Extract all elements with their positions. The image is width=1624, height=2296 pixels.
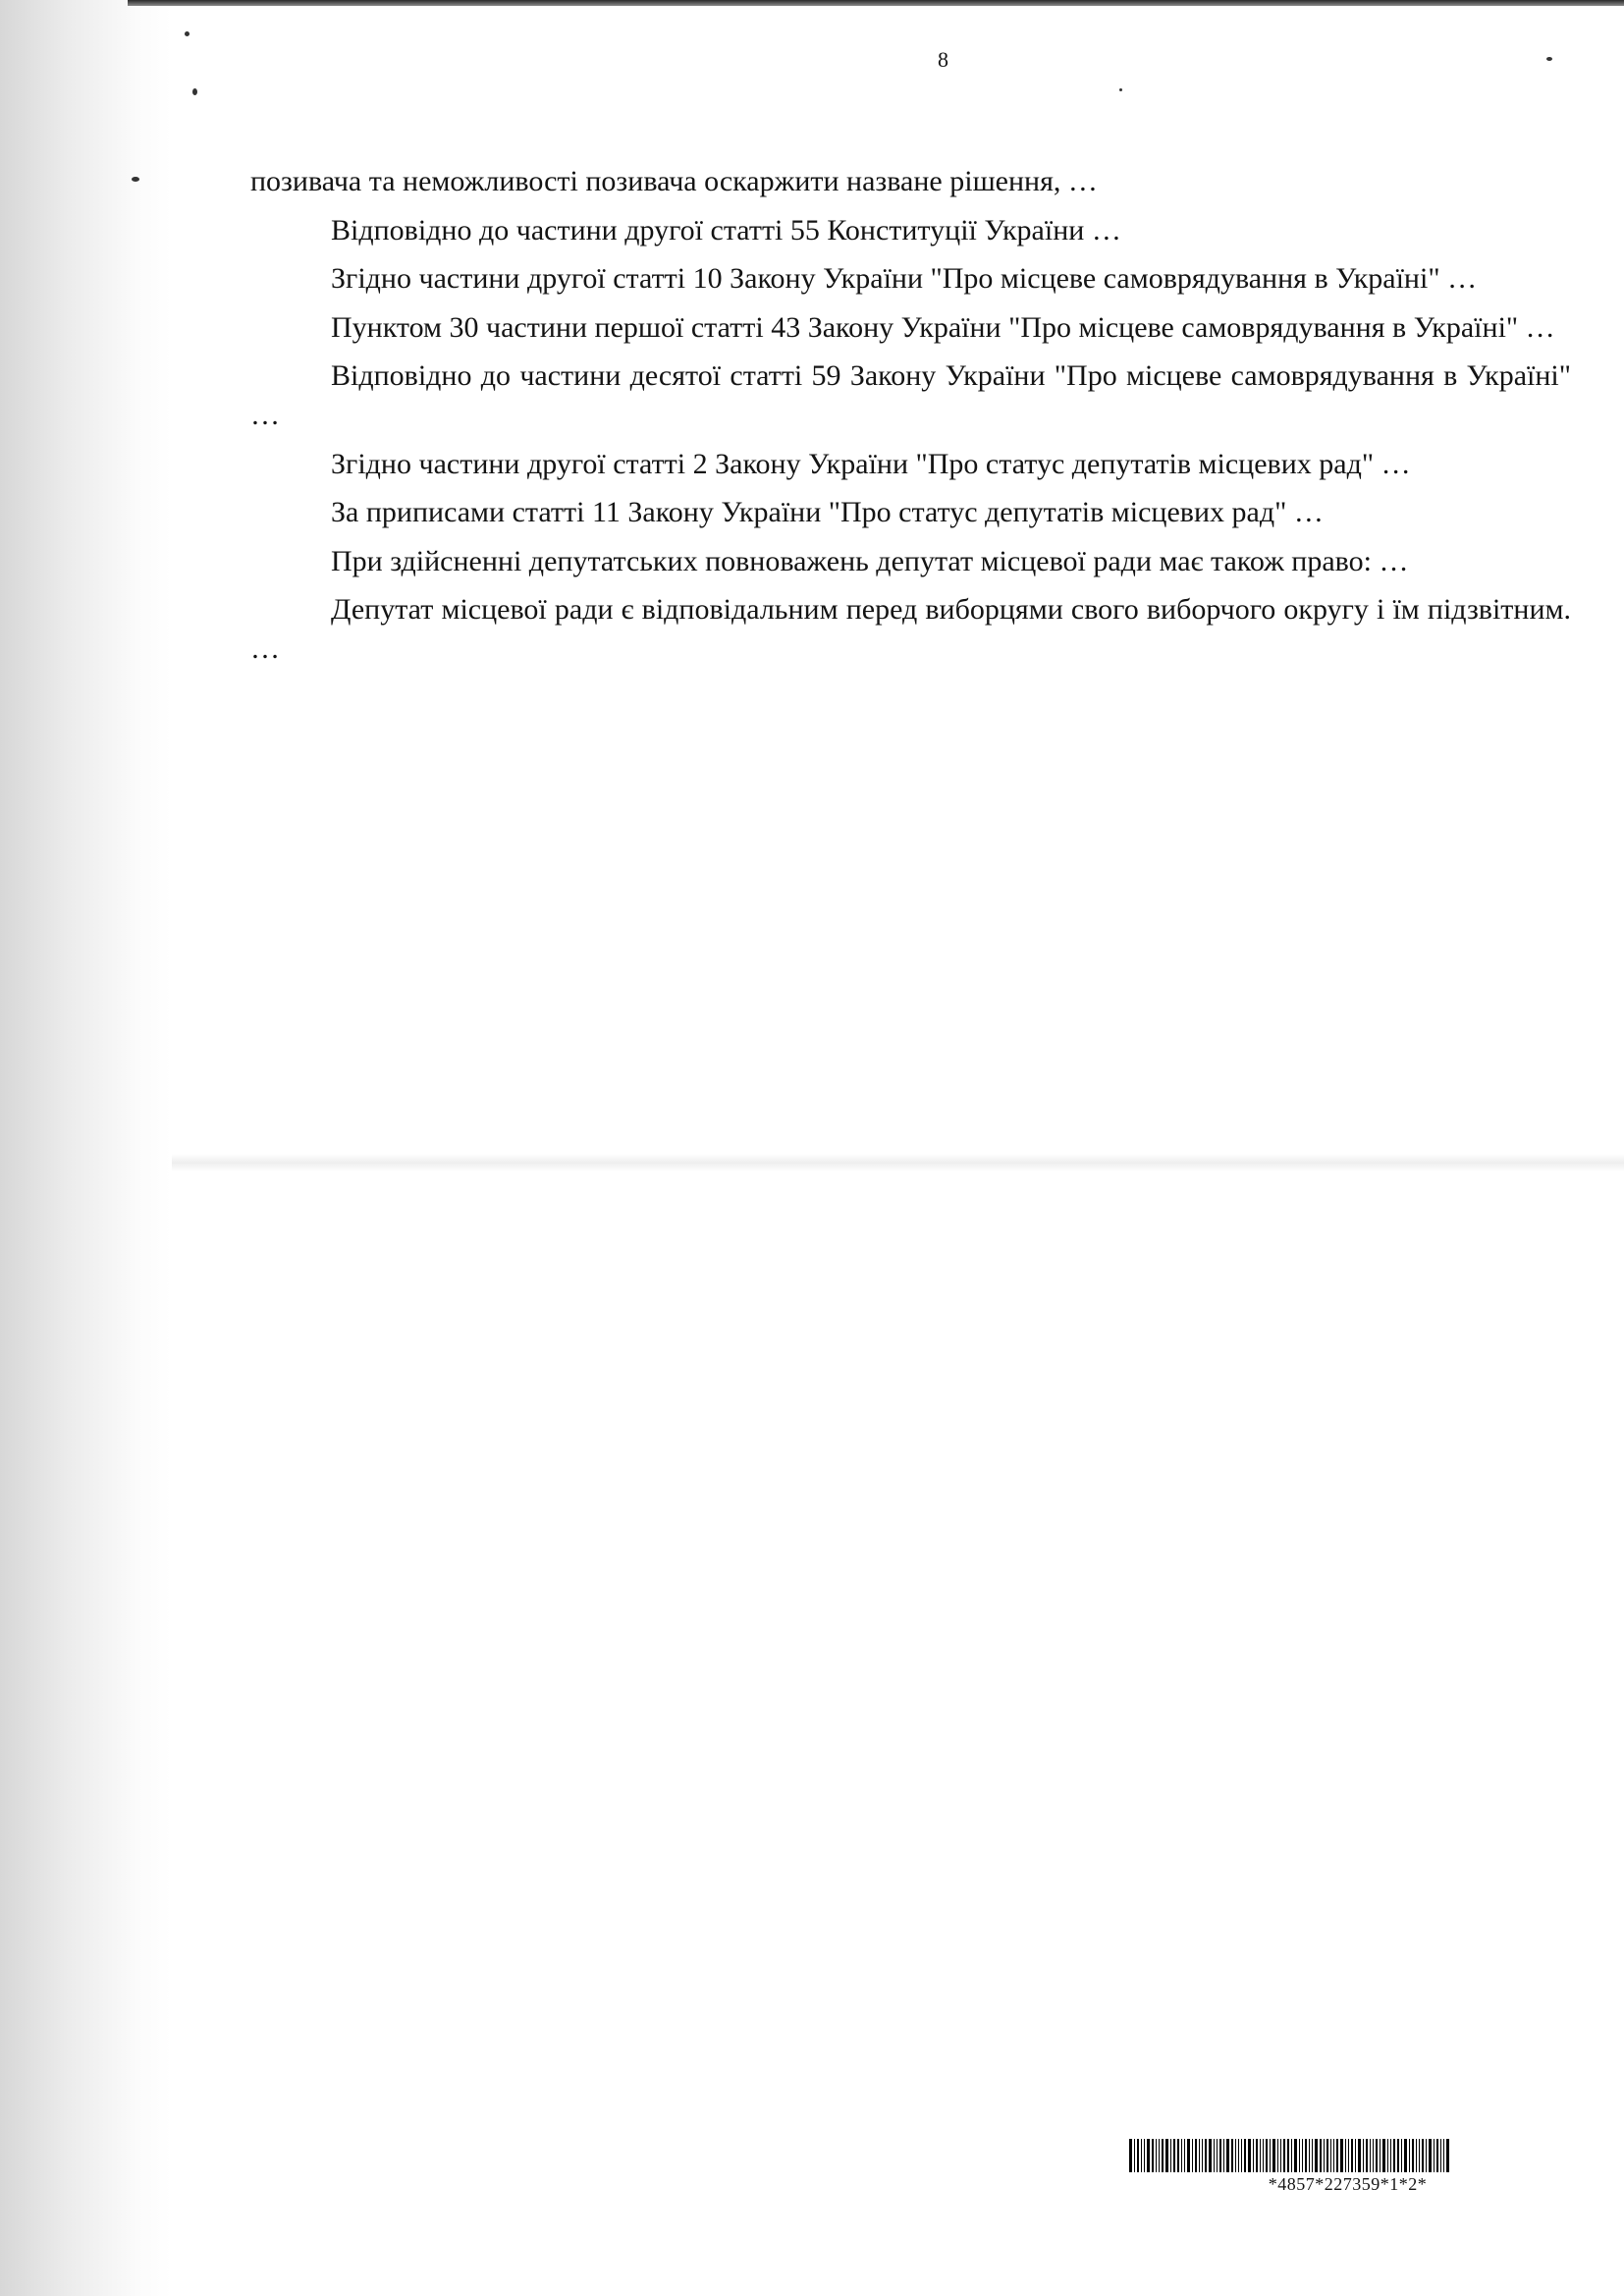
barcode-bar: [1443, 2139, 1444, 2172]
paragraph: позивача та неможливості позивача оскаржити назване рішення, …: [250, 165, 1098, 197]
barcode-bar: [1141, 2139, 1142, 2172]
barcode-bar: [1272, 2139, 1275, 2172]
barcode-bar: [1199, 2139, 1200, 2172]
barcode-bar: [1238, 2139, 1239, 2172]
paragraph: При здійсненні депутатських повноважень депутат місцевої ради має також право: …: [331, 544, 1409, 577]
barcode-bar: [1283, 2139, 1285, 2172]
barcode-bar: [1187, 2139, 1190, 2172]
barcode-bar: [1162, 2139, 1164, 2172]
barcode-bar: [1287, 2139, 1289, 2172]
document-body: [250, 162, 1571, 669]
barcode-bar: [1416, 2139, 1417, 2172]
barcode-bar: [1397, 2139, 1399, 2172]
barcode-bar: [1231, 2139, 1233, 2172]
barcode-bar: [1147, 2139, 1150, 2172]
barcode-bar: [1363, 2139, 1364, 2172]
barcode-bar: [1302, 2139, 1303, 2172]
barcode-bar: [1270, 2139, 1271, 2172]
scan-edge-top: [128, 0, 1624, 6]
barcode-bar: [1144, 2139, 1145, 2172]
barcode-bar: [1351, 2139, 1353, 2172]
barcode-bar: [1336, 2139, 1338, 2172]
barcode-bar: [1330, 2139, 1331, 2172]
barcode-bar: [1326, 2139, 1328, 2172]
barcode-bar: [1159, 2139, 1160, 2172]
barcode-bar: [1446, 2139, 1449, 2172]
barcode-bar: [1202, 2139, 1203, 2172]
barcode-bar: [1355, 2139, 1356, 2172]
scan-speck: [185, 31, 189, 36]
barcode-bar: [1382, 2139, 1385, 2172]
barcode-bar: [1214, 2139, 1215, 2172]
barcode-bar: [1266, 2139, 1268, 2172]
barcode-bar: [1129, 2139, 1132, 2172]
barcode-bar: [1315, 2139, 1318, 2172]
barcode-bar: [1277, 2139, 1278, 2172]
barcode-bar: [1184, 2139, 1185, 2172]
barcode-bar: [1241, 2139, 1242, 2172]
barcode-bar: [1217, 2139, 1218, 2172]
scan-speck: [1119, 88, 1122, 91]
barcode-bar: [1426, 2139, 1427, 2172]
barcode-bar: [1373, 2139, 1374, 2172]
barcode-bar: [1370, 2139, 1371, 2172]
barcode-bar: [1223, 2139, 1224, 2172]
barcode-bar: [1393, 2139, 1395, 2172]
barcode-bar: [1263, 2139, 1264, 2172]
barcode-bar: [1248, 2139, 1251, 2172]
barcode-bar: [1404, 2139, 1407, 2172]
barcode-bar: [1358, 2139, 1361, 2172]
paragraph: Згідно частини другої статті 2 Закону України "Про статус депутатів місцевих рад" …: [331, 447, 1411, 480]
barcode-bar: [1205, 2139, 1207, 2172]
paragraph: Згідно частини другої статті 10 Закону України "Про місцеве самоврядування в Україні" …: [331, 262, 1478, 296]
barcode-bar: [1324, 2139, 1325, 2172]
barcode-bar: [1422, 2139, 1424, 2172]
barcode-bar: [1440, 2139, 1441, 2172]
barcode-bar: [1312, 2139, 1313, 2172]
barcode-bar: [1192, 2139, 1193, 2172]
barcode-bar: [1244, 2139, 1246, 2172]
barcode-bar: [1291, 2139, 1292, 2172]
barcode-bar: [1436, 2139, 1438, 2172]
barcode-bar: [1333, 2139, 1334, 2172]
barcode-bar: [1305, 2139, 1307, 2172]
barcode-bar: [1173, 2139, 1175, 2172]
barcode-bar: [1134, 2139, 1135, 2172]
barcode-bar: [1412, 2139, 1414, 2172]
paragraph: Пунктом 30 частини першої статті 43 Закону України "Про місцеве самоврядування в Україні" …: [331, 310, 1555, 344]
barcode-bars: [1129, 2139, 1566, 2172]
barcode-bar: [1299, 2139, 1300, 2172]
barcode-bar: [1309, 2139, 1310, 2172]
barcode-bar: [1419, 2139, 1420, 2172]
barcode-bar: [1348, 2139, 1349, 2172]
barcode-bar: [1165, 2139, 1168, 2172]
barcode-bar: [1226, 2139, 1229, 2172]
barcode-bar: [1376, 2139, 1378, 2172]
barcode-bar: [1345, 2139, 1346, 2172]
barcode-bar: [1209, 2139, 1212, 2172]
scan-speck: [192, 88, 197, 95]
barcode-bar: [1137, 2139, 1139, 2172]
scan-speck: [1546, 57, 1552, 61]
barcode-bar: [1409, 2139, 1410, 2172]
barcode-bar: [1253, 2139, 1254, 2172]
paragraph: Відповідно до частини десятої статті 59 Закону України "Про місцеве самоврядування в Україні" …: [250, 359, 1571, 431]
barcode-bar: [1195, 2139, 1197, 2172]
paragraph: Відповідно до частини другої статті 55 Конституції України …: [331, 213, 1121, 246]
paragraph: Депутат місцевої ради є відповідальним перед виборцями свого виборчого округу і їм підзвітним. …: [250, 593, 1571, 665]
barcode-bar: [1387, 2139, 1388, 2172]
barcode-bar: [1235, 2139, 1236, 2172]
paragraph: За приписами статті 11 Закону України "Про статус депутатів місцевих рад" …: [331, 496, 1324, 529]
barcode-bar: [1260, 2139, 1261, 2172]
barcode: [1129, 2139, 1566, 2195]
page-number: 8: [938, 47, 948, 72]
barcode-bar: [1177, 2139, 1179, 2172]
barcode-bar: [1170, 2139, 1171, 2172]
barcode-bar: [1434, 2139, 1435, 2172]
barcode-bar: [1340, 2139, 1343, 2172]
barcode-bar: [1366, 2139, 1368, 2172]
barcode-bar: [1256, 2139, 1258, 2172]
barcode-bar: [1429, 2139, 1432, 2172]
paper-fold: [172, 1154, 1624, 1172]
scan-shadow-left: [0, 0, 172, 2296]
barcode-number: *4857*227359*1*2*: [1268, 2174, 1428, 2194]
barcode-bar: [1181, 2139, 1182, 2172]
barcode-bar: [1294, 2139, 1297, 2172]
barcode-bar: [1219, 2139, 1221, 2172]
scan-speck: [132, 177, 139, 182]
barcode-bar: [1390, 2139, 1391, 2172]
barcode-bar: [1280, 2139, 1281, 2172]
barcode-bar: [1320, 2139, 1322, 2172]
barcode-bar: [1156, 2139, 1157, 2172]
barcode-bar: [1152, 2139, 1154, 2172]
barcode-bar: [1401, 2139, 1402, 2172]
